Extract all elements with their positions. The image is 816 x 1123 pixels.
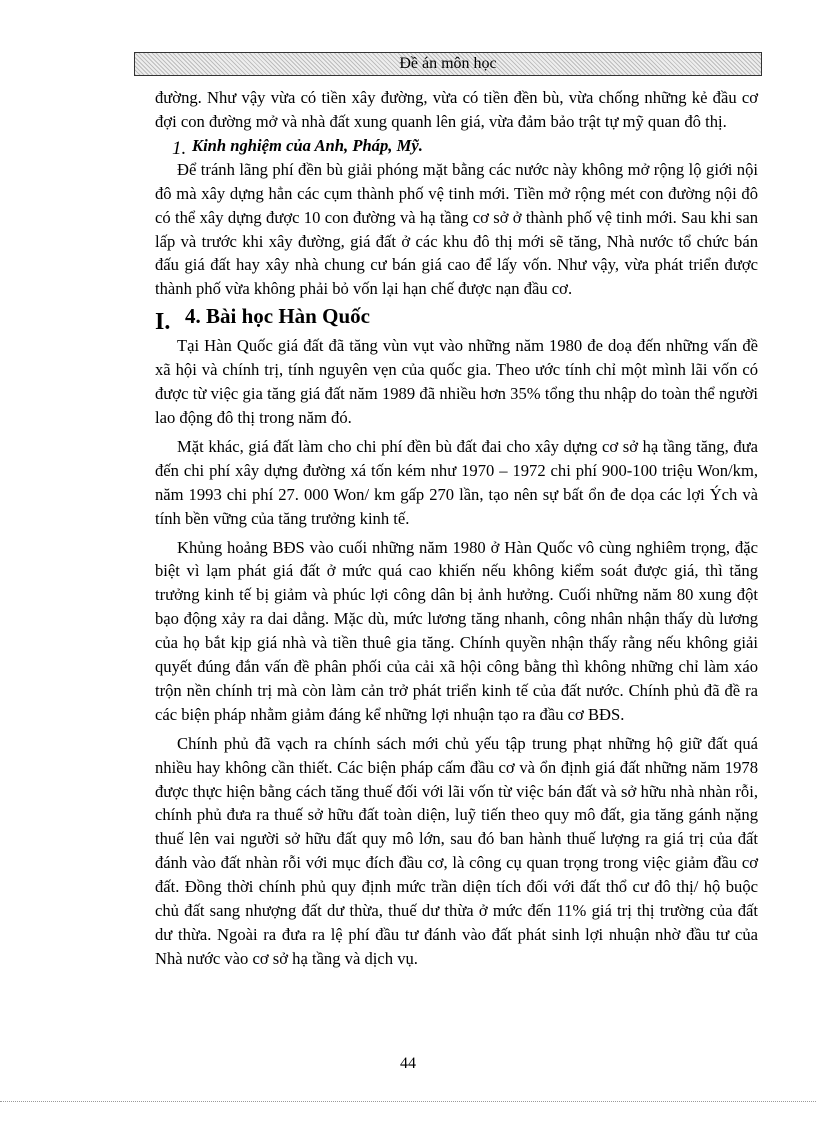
- section2-paragraph-2: Mặt khác, giá đất làm cho chi phí đền bù đất đai cho xây dựng cơ sở hạ tầng tăng, đưa đến chi phí xây dựng đường xá tốn kém như 1970 – 1972 chi phí 900-100 triệu Won/km, năm 1993 chi phí 27. 000 Won/ km gấp 270 lần, tạo nên sự bất ổn đe dọa các lợi Ých và tính bền vững của tăng trưởng kinh tế.: [155, 436, 758, 528]
- document-body: [155, 86, 758, 971]
- section-number-1: 1.: [172, 137, 187, 159]
- section1-paragraph: Để tránh lãng phí đền bù giải phóng mặt bằng các nước này không mở rộng lộ giới nội đô mà xây dựng hẳn các cụm thành phố vệ tinh mới. Tiền mở rộng mét con đường nội đô có thể xây dựng được 10 con đường và hạ tầng cơ sở ở thành phố vệ tinh mới. Sau khi san lấp và trước khi xây đường, giá đất ở các khu đô thị mới sẽ tăng, Nhà nước tổ chức bán đấu giá đất hay xây nhà chung cư bán giá cao để lấy vốn. Như vậy, vừa phát triển được thành phố vừa không phải bỏ vốn lại hạn chế được nạn đầu cơ.: [155, 159, 758, 299]
- section-title-2: 4. Bài học Hàn Quốc: [185, 304, 370, 329]
- page-number: 44: [400, 1055, 416, 1072]
- section-heading-1: [155, 134, 758, 158]
- page-header: [134, 52, 762, 76]
- section-title-1: Kinh nghiệm của Anh, Pháp, Mỹ.: [192, 135, 423, 155]
- section2-paragraph-4: Chính phủ đã vạch ra chính sách mới chủ yếu tập trung phạt những hộ giữ đất quá nhiều hay không cần thiết. Các biện pháp cấm đầu cơ và ổn định giá đất những năm 1978 được thực hiện bằng cách tăng thuế đối với lãi vốn từ việc bán đất và sở hữu nhà nhàn rỗi, chính phủ đưa ra thuế sở hữu đất toàn diện, luỹ tiến theo quy mô đất, gia tăng gánh nặng thuế lên vai người sở hữu đất quy mô lớn, sau đó ban hành thuế lượng ra giá trị của đất đánh vào đất nhàn rỗi với mục đích đầu cơ, là công cụ quan trọng trong việc giảm đầu cơ đất. Đồng thời chính phủ quy định mức trần diện tích đối với đất thổ cư đô thị/ hộ buộc chủ đất sang nhượng đất dư thừa, thuế dư thừa ở mức đến 11% giá trị thị trường của đất dư thừa. Ngoài ra đưa ra lệ phí đầu tư đánh vào đất phát sinh lợi nhuận nhờ đầu tư của Nhà nước vào cơ sở hạ tầng và dịch vụ.: [155, 733, 758, 968]
- header-title: Đề án môn học: [399, 55, 497, 72]
- section-heading-2: [155, 301, 758, 334]
- section2-paragraph-1: Tại Hàn Quốc giá đất đã tăng vùn vụt vào những năm 1980 đe doạ đến những vấn đề xã hội và chính trị, tính nguyên vẹn của quốc gia. Theo ước tính chỉ một mình lãi vốn có được từ việc gia tăng giá đất năm 1989 đã nhiều hơn 35% tổng thu nhập do toàn thể người lao động đô thị trong năm đó.: [155, 336, 758, 427]
- section-number-2: I.: [155, 309, 171, 336]
- footer-divider: [0, 1101, 816, 1102]
- paragraph-continuation: đường. Như vậy vừa có tiền xây đường, vừa có tiền đền bù, vừa chống những kẻ đầu cơ đợi con đường mở và nhà đất xung quanh lên giá, vừa đảm bảo trật tự mỹ quan đô thị.: [155, 88, 758, 131]
- section2-paragraph-3: Khủng hoảng BĐS vào cuối những năm 1980 ở Hàn Quốc vô cùng nghiêm trọng, đặc biệt vì lạm phát giá đất ở mức quá cao khiến nếu không kiểm soát được giá, thì tăng trưởng kinh tế bị giảm và phúc lợi công dân bị ảnh hưởng. Cuối những năm 80 xung đột bạo động xảy ra dai dẳng. Mặc dù, mức lương tăng nhanh, công nhân nhận thấy dù lương của họ bắt kịp giá nhà và tiền thuê gia tăng. Chính quyền nhận thấy rằng nếu không giải quyết đúng đắn vấn đề phân phối của cải xã hội công bằng thì không những chỉ làm xáo trộn nền chính trị mà còn làm cản trở phát triển kinh tế của đất nước. Chính phủ đã đề ra các biện pháp nhằm giảm đáng kể những lợi nhuận tạo ra đầu cơ BĐS.: [155, 537, 758, 724]
